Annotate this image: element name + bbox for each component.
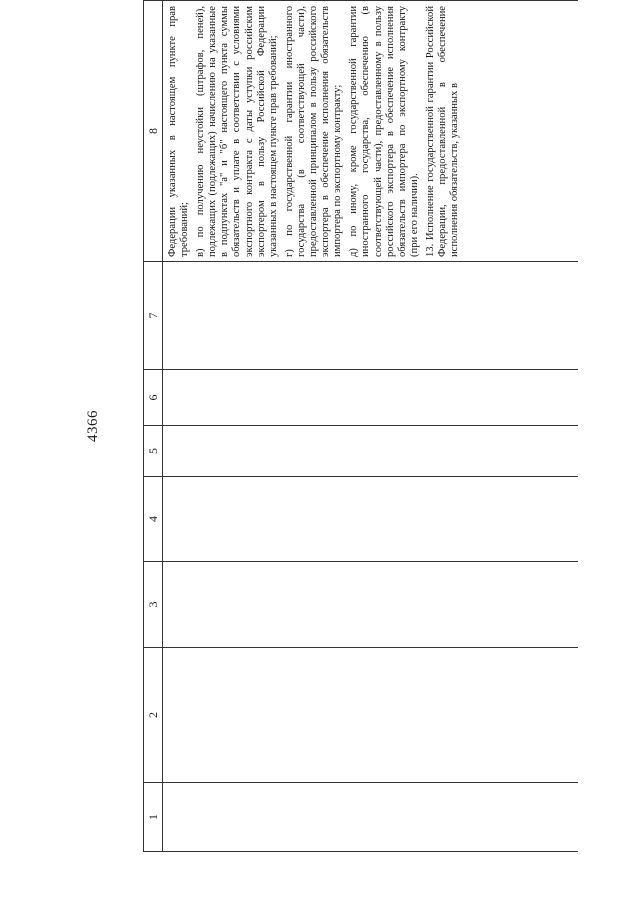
document-table — [143, 0, 578, 852]
column-header-3: 3 — [143, 562, 163, 648]
column-body-7 — [163, 262, 578, 370]
paragraph-federation-rights: Федерации указанных в настоящем пункте прав требований; — [167, 6, 191, 257]
paragraph-item-d: д) по иному, кроме государственной гарантии иностранного государства, обеспечению (в соответствующей части), предоставленному в пользу российского экспортера в обеспечение исполнения обязательств импортера по экспортному контракту (при его наличии). — [348, 6, 420, 257]
paragraph-item-g: г) по государственной гарантии иностранного государства (в соответствующей части), предоставленной принципалом в пользу российского экспортера в обеспечение исполнения обязательств импортера по экспортному контракту; — [283, 6, 344, 257]
column-body-1 — [163, 783, 578, 852]
column-header-8: 8 — [143, 0, 163, 262]
paragraph-13: 13. Исполнение государственной гарантии Российской Федерации, предоставленной в обеспечение исполнения обязательств, указанных в — [424, 6, 461, 257]
column-body-5 — [163, 426, 578, 477]
page-number: 4366 — [85, 410, 101, 442]
column-header-1: 1 — [143, 783, 163, 852]
column-body-4 — [163, 477, 578, 562]
column-header-4: 4 — [143, 477, 163, 562]
column-body-6 — [163, 370, 578, 426]
column-body-2 — [163, 648, 578, 783]
column-header-5: 5 — [143, 426, 163, 477]
column-header-6: 6 — [143, 370, 163, 426]
column-header-7: 7 — [143, 262, 163, 370]
column-8-text — [163, 0, 578, 262]
column-header-2: 2 — [143, 648, 163, 783]
column-8-content — [143, 0, 578, 262]
column-body-3 — [163, 562, 578, 648]
paragraph-item-v: в) по получению неустойки (штрафов, пеней), подлежащих (подлежащих) начислению на указанные в подпунктах "а" и "б" настоящего пункта суммы обязательств и уплате в соответствии с условиями экспортного контракта с даты уступки российским экспортером в пользу Российской Федерации указанных в настоящем пункте прав требований; — [195, 6, 279, 257]
rotated-document-page — [63, 0, 578, 852]
